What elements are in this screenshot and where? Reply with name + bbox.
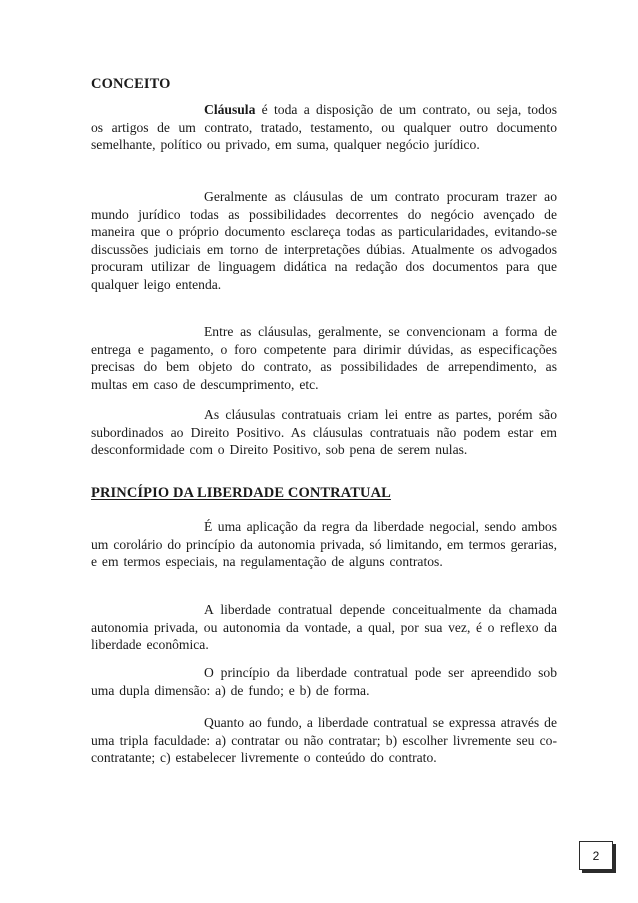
page-number-box xyxy=(579,841,613,870)
paragraph-liberdade-contratual: A liberdade contratual depende conceitualmente da chamada autonomia privada, ou autonomia da vontade, a qual, por sua vez, é o reflexo da liberdade econômica. xyxy=(91,602,557,653)
bold-term-clausula: Cláusula xyxy=(204,102,256,117)
section-heading-principio: PRINCÍPIO DA LIBERDADE CONTRATUAL xyxy=(91,485,391,501)
page-number: 2 xyxy=(592,848,600,863)
paragraph-text: é toda a disposição de um contrato, ou seja, todos os artigos de um contrato, tratado, testamento, ou qualquer outro documento semelhante, político ou privado, em suma, qualquer negócio jurídico. xyxy=(91,102,557,153)
paragraph-clausula-definition xyxy=(91,101,557,154)
paragraph-aplicacao-regra: É uma aplicação da regra da liberdade negocial, sendo ambos um corolário do princípio da autonomia privada, só limitando, em termos gerarias, e em termos especiais, na regulamentação de alguns contratos. xyxy=(91,519,557,570)
section-heading-conceito: CONCEITO xyxy=(91,76,171,92)
paragraph-clausulas-contratuais: As cláusulas contratuais criam lei entre as partes, porém são subordinados ao Direito Positivo. As cláusulas contratuais não podem estar em desconformidade com o Direito Positivo, sob pena de serem nulas. xyxy=(91,407,557,458)
paragraph-quanto-ao-fundo: Quanto ao fundo, a liberdade contratual se expressa através de uma tripla faculdade: a) contratar ou não contratar; b) escolher livremente seu co-contratante; c) estabelecer livremente o conteúdo do contrato. xyxy=(91,715,557,766)
paragraph-geralmente: Geralmente as cláusulas de um contrato procuram trazer ao mundo jurídico todas as possibilidades decorrentes do negócio avençado de maneira que o próprio documento esclareça todas as particularidades, evitando-se discussões judiciais em torno de interpretações dúbias. Atualmente os advogados procuram utilizar de linguagem didática na redação dos documentos para que qualquer leigo entenda. xyxy=(91,189,557,292)
paragraph-dupla-dimensao: O princípio da liberdade contratual pode ser apreendido sob uma dupla dimensão: a) de fundo; e b) de forma. xyxy=(91,665,557,698)
paragraph-entre-as-clausulas: Entre as cláusulas, geralmente, se convencionam a forma de entrega e pagamento, o foro competente para dirimir dúvidas, as especificações precisas do bem objeto do contrato, as possibilidades de arrependimento, as multas em caso de descumprimento, etc. xyxy=(91,324,557,392)
